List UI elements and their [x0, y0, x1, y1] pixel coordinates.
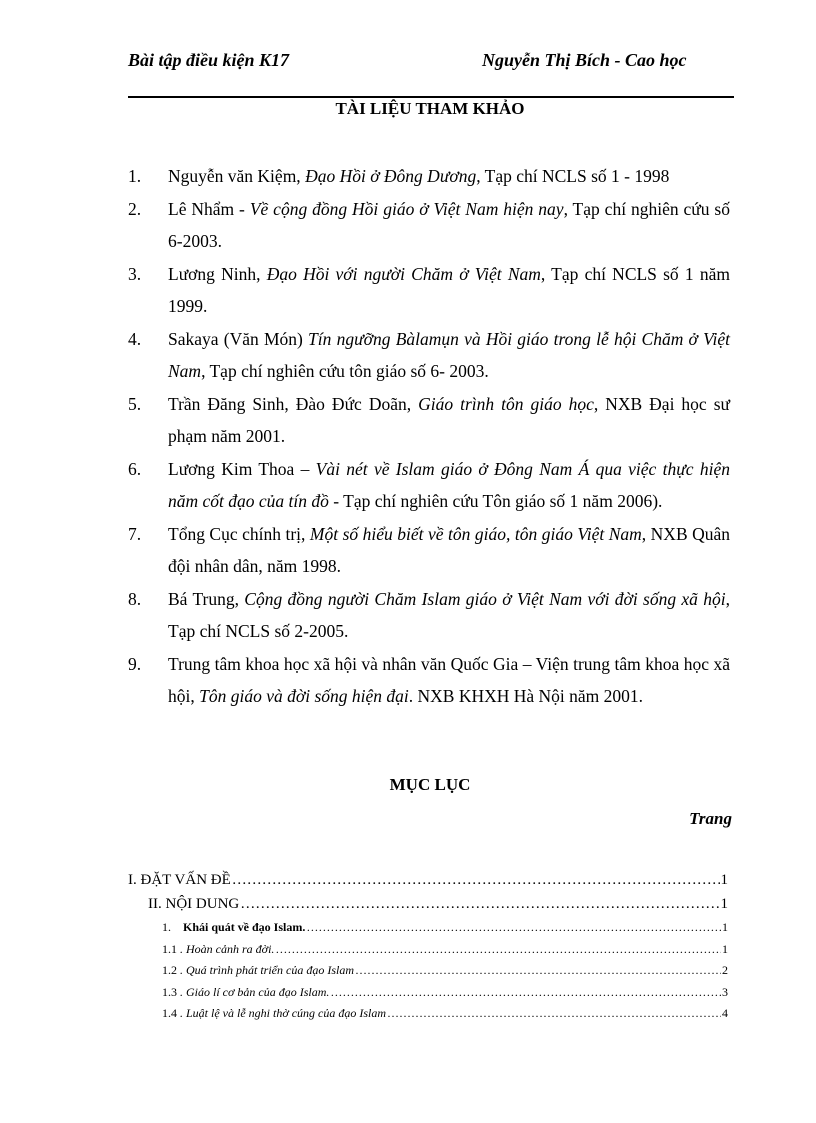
- reference-work-title: Về cộng đồng Hồi giáo ở Việt Nam hiện nay: [249, 198, 564, 219]
- reference-work-title: Một số hiểu biết về tôn giáo, tôn giáo Việt Nam: [309, 523, 642, 544]
- reference-source: . NXB KHXH Hà Nội năm 2001.: [408, 686, 644, 706]
- toc-entry[interactable]: [128, 872, 728, 889]
- reference-number: 5.: [128, 393, 142, 414]
- header-course-title: Bài tập điều kiện K17: [128, 50, 290, 70]
- header-author: Nguyễn Thị Bích - Cao học: [482, 50, 687, 70]
- toc-leader-dots: [306, 920, 721, 935]
- reference-number: 3.: [128, 263, 142, 284]
- reference-item: [128, 258, 730, 323]
- toc-leader-dots: [275, 942, 721, 957]
- toc-entry-label: II. NỘI DUNG: [148, 896, 240, 912]
- toc-entry[interactable]: [162, 942, 728, 957]
- reference-item: [128, 583, 730, 648]
- reference-item: [128, 388, 730, 453]
- toc-entry-page: 1: [722, 942, 728, 956]
- toc-leader-dots: [355, 963, 721, 978]
- toc-entry-page: 1: [720, 896, 728, 912]
- reference-number: 2.: [128, 198, 142, 219]
- reference-work-title: Giáo trình tôn giáo học: [418, 393, 594, 414]
- toc-leader-dots: [330, 985, 721, 1000]
- toc-entry-label-group: [162, 920, 305, 935]
- toc-entry-label: . Giáo lí cơ bản của đạo Islam.: [180, 985, 330, 999]
- toc-leader-dots: [240, 896, 719, 913]
- toc-entry-page: 3: [722, 985, 728, 999]
- reference-work-title: Tín ngưỡng Bàlamụn và Hồi giáo trong lễ hội Chăm ở Việt Nam: [168, 328, 730, 381]
- reference-source: , NXB Quân đội nhân dân, năm 1998.: [168, 523, 731, 576]
- reference-author: Lương Kim Thoa –: [168, 458, 316, 479]
- reference-item: [128, 193, 730, 258]
- reference-author: Nguyễn văn Kiệm,: [168, 166, 306, 186]
- reference-item: [128, 323, 730, 388]
- toc-entry-page: 1: [722, 920, 728, 934]
- toc-entry-label: . Quá trình phát triển của đạo Islam: [180, 963, 354, 977]
- toc-entry-label: . Hoàn cảnh ra đời.: [180, 942, 275, 956]
- toc-entry-number: 1.: [162, 920, 171, 934]
- toc-entry-label: . Luật lệ và lễ nghi thờ cúng của đạo Islam: [180, 1006, 387, 1020]
- reference-work-title: Vài nét về Islam giáo ở Đông Nam Á qua việc thực hiện năm cốt đạo của tín đồ: [168, 458, 730, 511]
- toc-entry-label-group: [162, 942, 274, 957]
- toc-entry-label: I. ĐẶT VẤN ĐỀ: [128, 872, 231, 888]
- reference-source: , Tạp chí NCLS số 1 - 1998: [476, 166, 670, 186]
- page-header: [128, 48, 732, 98]
- reference-author: Trung tâm khoa học xã hội và nhân văn Quốc Gia – Viện trung tâm khoa học xã hội,: [168, 653, 730, 706]
- toc-entry-number: 1.2: [162, 963, 177, 977]
- reference-author: Trần Đăng Sinh, Đào Đức Doãn,: [168, 393, 419, 414]
- reference-number: 9.: [128, 653, 142, 674]
- reference-number: 1.: [128, 166, 142, 186]
- toc-entry[interactable]: [162, 920, 728, 935]
- toc-entry-page: 4: [722, 1006, 728, 1020]
- reference-work-title: Đạo Hồi ở Đông Dương: [305, 166, 477, 186]
- toc-title: MỤC LỤC: [389, 775, 471, 794]
- reference-item: [128, 648, 730, 713]
- toc-entry[interactable]: [162, 963, 728, 978]
- toc-entry-label-group: [162, 963, 354, 978]
- reference-item: [128, 453, 730, 518]
- reference-author: Lương Ninh,: [168, 263, 267, 284]
- toc-leader-dots: [387, 1006, 721, 1021]
- reference-source: , NXB Đại học sư phạm năm 2001.: [168, 393, 730, 446]
- toc-entry[interactable]: [162, 985, 728, 1000]
- reference-number: 4.: [128, 328, 142, 349]
- reference-work-title: Tôn giáo và đời sống hiện đại: [199, 686, 409, 706]
- reference-author: Tổng Cục chính trị,: [168, 523, 310, 544]
- toc-entry-number: 1.3: [162, 985, 177, 999]
- reference-source: , Tạp chí NCLS số 1 năm 1999.: [168, 263, 730, 316]
- reference-number: 6.: [128, 458, 142, 479]
- reference-source: - Tạp chí nghiên cứu Tôn giáo số 1 năm 2006).: [328, 491, 663, 511]
- reference-source: , Tạp chí nghiên cứu số 6-2003.: [168, 198, 730, 251]
- reference-author: Sakaya (Văn Món): [168, 328, 309, 349]
- references-title: TÀI LIỆU THAM KHẢO: [335, 99, 525, 118]
- reference-author: Lê Nhẩm -: [168, 198, 250, 219]
- toc-entry-page: 2: [722, 963, 728, 977]
- reference-number: 8.: [128, 588, 142, 609]
- reference-work-title: Cộng đồng người Chăm Islam giáo ở Việt Nam với đời sống xã hội: [244, 588, 726, 609]
- toc-entry-number: 1.4: [162, 1006, 177, 1020]
- toc-entry-number: 1.1: [162, 942, 177, 956]
- toc-entry-label-group: [162, 985, 329, 1000]
- reference-work-title: Đạo Hồi với người Chăm ở Việt Nam: [266, 263, 541, 284]
- reference-item: [128, 160, 730, 193]
- toc-page-label: Trang: [689, 809, 732, 828]
- toc-entry[interactable]: [162, 1006, 728, 1021]
- reference-number: 7.: [128, 523, 142, 544]
- reference-item: [128, 518, 730, 583]
- toc-leader-dots: [232, 872, 720, 889]
- reference-source: , Tạp chí nghiên cứu tôn giáo số 6- 2003.: [201, 361, 489, 381]
- toc-entry[interactable]: [148, 896, 728, 913]
- references-list: [128, 160, 730, 713]
- reference-author: Bá Trung,: [168, 588, 245, 609]
- reference-source: , Tạp chí NCLS số 2-2005.: [168, 588, 730, 641]
- toc-entry-label: Khái quát về đạo Islam.: [183, 920, 306, 934]
- toc-entry-page: 1: [720, 872, 728, 888]
- toc-entry-label-group: [162, 1006, 386, 1021]
